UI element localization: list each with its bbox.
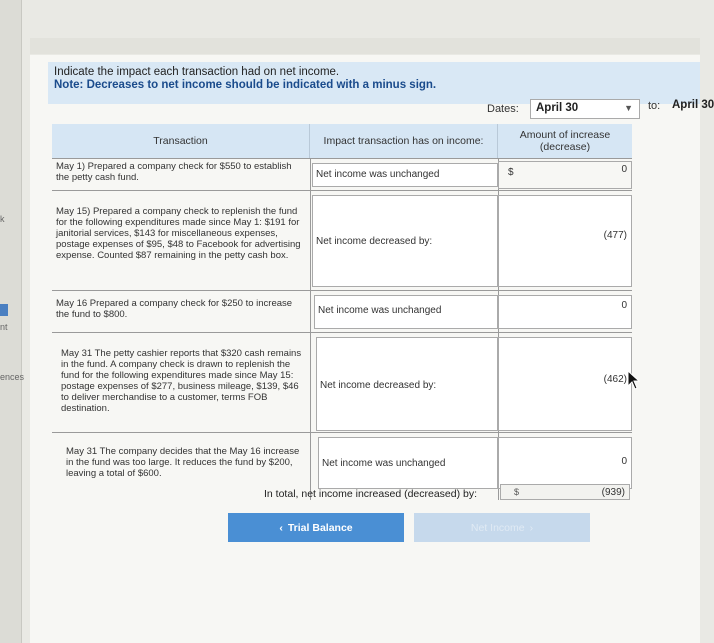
amount-input[interactable]: (477) [498, 195, 632, 287]
total-amount-field [500, 484, 630, 500]
currency-symbol: $ [514, 487, 520, 497]
chevron-down-icon: ▼ [624, 103, 633, 113]
sidebar-marker [0, 304, 8, 316]
chevron-right-icon: › [529, 521, 534, 534]
transactions-table [52, 122, 632, 502]
impact-select[interactable]: Net income was unchanged [314, 295, 498, 329]
table-row [52, 332, 632, 432]
header-transaction: Transaction [52, 124, 310, 158]
to-date-value[interactable]: April 30 [672, 99, 714, 111]
instruction-text: Indicate the impact each transaction had on net income. [54, 66, 340, 78]
instruction-note: Note: Decreases to net income should be indicated with a minus sign. [54, 79, 437, 91]
table-row [52, 290, 632, 332]
total-amount: (939) [601, 487, 625, 498]
mouse-cursor-icon [627, 370, 641, 395]
trial-balance-button[interactable] [228, 513, 404, 542]
header-amount: Amount of increase (decrease) [498, 124, 632, 158]
to-label: to: [648, 100, 661, 112]
transaction-text: May 31 The petty cashier reports that $320 cash remains in the fund. A company check is drawn to replenish the fund for the following expenditures made since May 15: postage expenses of $277, business mileage, $139, $46 to deliver merchandise to a customer, terms FOB destination. [61, 348, 302, 414]
currency-symbol: $ [508, 167, 514, 178]
chevron-left-icon: ‹ [279, 521, 283, 534]
header-impact: Impact transaction has on income: [310, 124, 498, 158]
amount-input[interactable]: 0 [498, 161, 632, 189]
impact-select[interactable]: Net income decreased by: [312, 195, 498, 287]
dates-select[interactable] [530, 99, 640, 119]
amount-input[interactable]: 0 [498, 437, 632, 489]
dates-label: Dates: [487, 103, 519, 115]
transaction-text: May 16 Prepared a company check for $250 to increase the fund to $800. [56, 298, 293, 320]
transaction-text: May 31 The company decides that the May 16 increase in the fund was too large. It reduces the fund by $200, leaving a total of $600. [66, 446, 300, 479]
sidebar-fragment-2[interactable]: nt [0, 322, 8, 332]
impact-select[interactable]: Net income was unchanged [318, 437, 498, 489]
net-income-button[interactable] [414, 513, 590, 542]
dates-selected-value: April 30 [536, 102, 579, 114]
tab-strip [30, 38, 700, 54]
amount-input[interactable]: (462) [498, 337, 632, 431]
table-row [52, 190, 632, 290]
sidebar-fragment-3[interactable]: ences [0, 372, 25, 382]
transaction-text: May 15) Prepared a company check to replenish the fund for the following expenditures made since May 1: $191 for janitorial services, $143 for miscellaneous expenses, postage expenses of $95, $48 to Facebook for advertising expense. Counted $87 remaining in the petty cash box. [56, 206, 301, 261]
total-label: In total, net income increased (decreased) by: [264, 488, 478, 500]
transaction-text: May 1) Prepared a company check for $550 to establish the petty cash fund. [56, 161, 292, 183]
next-button-label: Net Income [470, 521, 525, 534]
amount-input[interactable]: 0 [498, 295, 632, 329]
impact-select[interactable]: Net income decreased by: [316, 337, 498, 431]
impact-select[interactable]: Net income was unchanged [312, 163, 498, 187]
left-sidebar [0, 0, 25, 643]
table-row [52, 432, 632, 492]
sidebar-fragment-1: k [0, 214, 5, 224]
trial-balance-label: Trial Balance [287, 521, 353, 534]
table-row [52, 158, 632, 190]
